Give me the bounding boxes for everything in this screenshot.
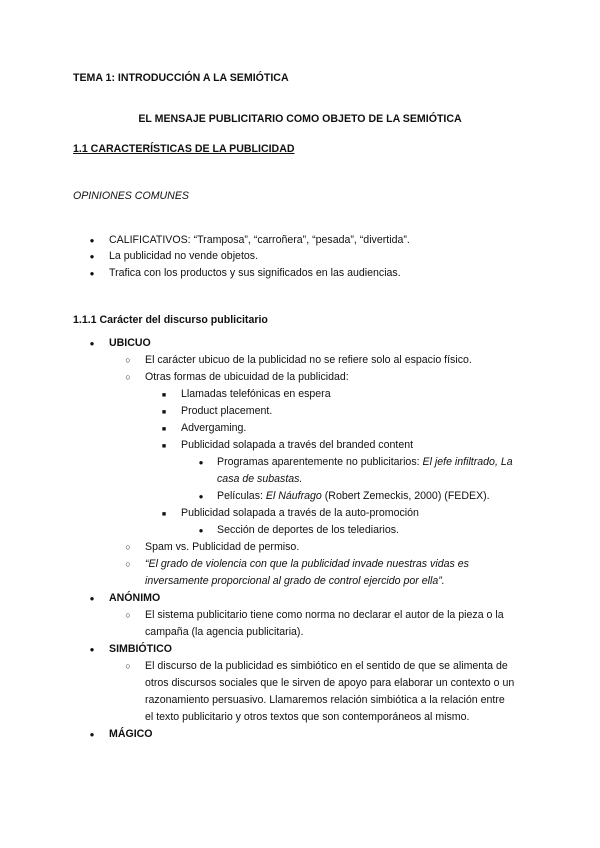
document-page: TEMA 1: INTRODUCCIÓN A LA SEMIÓTICA EL MENSAJE PUBLICITARIO COMO OBJETO DE LA SEMIÓTICA 1.1 CARACTERÍSTICAS DE LA PUBLICIDAD OPINIONES COMUNES ● CALIFICATIVOS: “Tramposa”, “carroñera”, “pesada”, “divertida”. ● La publicidad no vende objetos. ● Trafica con los productos y sus significados en las audiencias. 1.1.1 Carácter del discurso publicitario ● UBICUO ○ El carácter ubicuo de la publicidad no se refiere solo al espacio físico. ○ Otras formas de ubicuidad de la publicidad: ■ Llamadas telefónicas en espera ■ Product placement. ■ Advergaming. ■ Publicidad solapada a través del branded content ● Programas aparentemente no publicitarios: El jefe infiltrado, La casa de subastas. ● Películas: El Náufrago (Robert Zemeckis, 2000) (FEDEX). ■ Publicidad solapada a través de la auto-promoción ● Sección de deportes de los telediarios. ○ Spam vs. Publicidad de permiso. ○ “El grado de violencia con que la publicidad invade nuestras vidas es inversamente proporcional al grado de control ejercido por ella”. ● ANÓNIMO ○ El sistema publicitario tiene como norma no declarar el autor de la pieza o la campaña (la agencia publicitaria). ● SIMBIÓTICO ○ El discurso de la publicidad es simbiótico en el sentido de que se alimenta de otros discursos sociales que le sirven de apoyo para elaborar un contexto o un razonamiento persuasivo. Llamaremos relación simbiótica a la relación entre el texto publicitario y otros textos que son contemporáneos al mismo. ● MÁGICO [0, 0, 600, 848]
bullet-icon [85, 265, 99, 283]
bullet-icon [194, 522, 208, 540]
bullet-icon [194, 454, 208, 472]
square-bullet-icon [157, 403, 171, 422]
bullet-icon [194, 488, 208, 506]
bullet-icon [85, 641, 99, 659]
tema-title: TEMA 1: INTRODUCCIÓN A LA SEMIÓTICA [73, 72, 289, 84]
bullet-icon [85, 248, 99, 266]
square-bullet-icon [157, 505, 171, 524]
circle-bullet-icon [121, 352, 135, 369]
square-bullet-icon [157, 437, 171, 456]
circle-bullet-icon [121, 658, 135, 675]
bullet-icon [85, 590, 99, 608]
section-heading-1-1: 1.1 CARACTERÍSTICAS DE LA PUBLICIDAD [73, 143, 295, 155]
circle-bullet-icon [121, 539, 135, 556]
square-bullet-icon [157, 386, 171, 405]
section-heading-1-1-1: 1.1.1 Carácter del discurso publicitario [73, 314, 268, 326]
bullet-icon [85, 335, 99, 353]
square-bullet-icon [157, 420, 171, 439]
circle-bullet-icon [121, 556, 135, 573]
opiniones-heading: OPINIONES COMUNES [73, 190, 189, 202]
subtitle: EL MENSAJE PUBLICITARIO COMO OBJETO DE LA SEMIÓTICA [138, 113, 462, 125]
bullet-icon [85, 726, 99, 744]
circle-bullet-icon [121, 607, 135, 624]
circle-bullet-icon [121, 369, 135, 386]
